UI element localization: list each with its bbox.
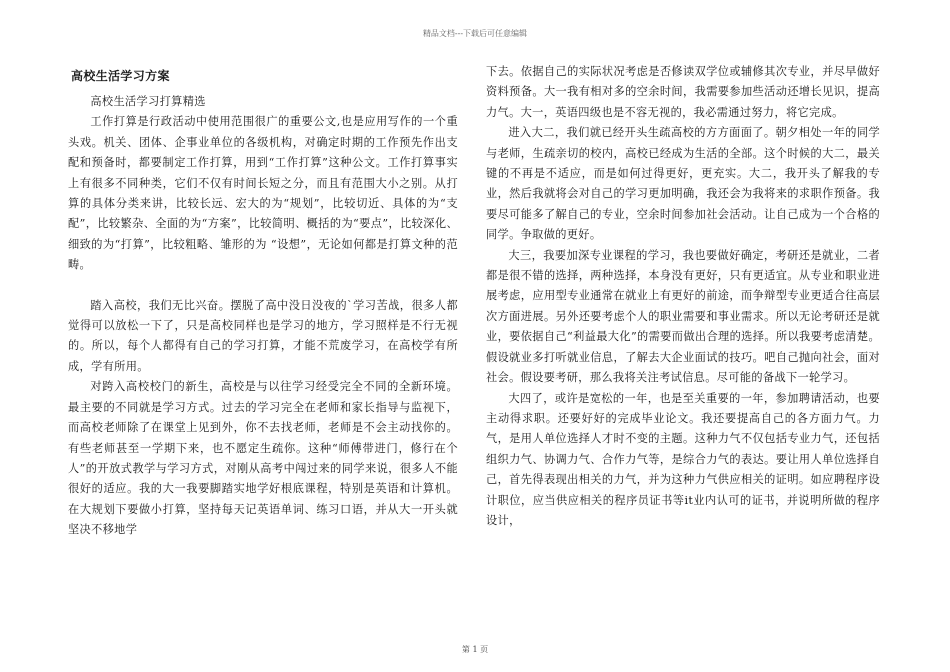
paragraph: 大三，我要加深专业课程的学习，我也要做好确定，考研还是就业，二者都是很不错的选择，两种选择，本身没有更好，只有更适宜。从专业和职业进展考虑，应用型专业通常在就业上有更好的前途，而争辩型专业更适合往高层次方面进展。另外还要考虑个人的职业需要和事业需求。所以无论考研还是就业，要依据自己“利益最大化”的需要而做出合理的选择。所以我要考虑清楚。假设就业多打听就业信息，了解去大企业面试的技巧。吧自己抛向社会，面对社会。假设要考研，那么我将关注考试信息。尽可能的备战下一轮学习。 <box>486 248 880 385</box>
right-column <box>486 62 880 531</box>
left-column <box>68 62 458 541</box>
paragraph: 对跨入高校校门的新生，高校是与以往学习经受完全不同的全新环境。最主要的不同就是学习方式。过去的学习完全在老师和家长指导与监视下，而高校老师除了在课堂上见到外，你不去找老师，老师是不会主动找你的。有些老师甚至一学期下来，也不愿定生疏你。这种“师傅带进门，修行在个人”的开放式教学与学习方式，对刚从高考中闯过来的同学来说，很多人不能很好的适应。我的大一我要脚踏实地学好根底课程，特别是英语和计算机。在大规划下要做小打算，坚持每天记英语单词、练习口语，并从大一开头就坚决不移地学 <box>68 380 458 537</box>
paragraph: 大四了，或许是宽松的一年，也是至关重要的一年，参加聘请活动，也要主动得求职。还要好好的完成毕业论文。我还要提高自己的各方面力气。力气，是用人单位选择人才时不变的主题。这种力气不仅包括专业力气，还包括组织力气、协调力气、合作力气等，是综合力气的表达。要让用人单位选择自己，首先得表现出相关的力气，并为这种力气供应相关的证明。如应聘程序设计职位，应当供应相关的程序员证书等it业内认可的证书，并说明所做的程序设计， <box>486 391 880 527</box>
paragraph-gap <box>68 276 458 296</box>
page-number: 第 1 页 <box>461 645 489 654</box>
paragraph: 进入大二，我们就已经开头生疏高校的方方面面了。朝夕相处一年的同学与老师，生疏亲切的校内，高校已经成为生活的全部。这个时候的大二，最关键的不再是不适应，而是如何过得更好，更充实。大二，我开头了解我的专业，然后我就将会对自己的学习更加明确，我还会为我将来的求职作预备。我要尽可能多了解自己的专业，空余时间参加社会活动。让自己成为一个合格的同学。争取做的更好。 <box>486 126 880 242</box>
page-header: 精品文档---下载后可任意编辑 <box>422 29 528 38</box>
paragraph: 工作打算是行政活动中使用范围很广的重要公文,也是应用写作的一个重头戏。机关、团体、企事业单位的各级机构，对确定时期的工作预先作出支配和预备时，都要制定工作打算，用到“工作打算”这种公文。工作打算事实上有很多不同种类，它们不仅有时间长短之分，而且有范围大小之别。从打算的具体分类来讲，比较长远、宏大的为“规划”，比较切近、具体的为“支配”，比较繁杂、全面的为“方案”，比较简明、概括的为“要点”，比较深化、细致的为“打算”，比较粗略、雏形的为 “设想”，无论如何都是打算文种的范畴。 <box>68 115 458 272</box>
paragraph-continued: 下去。依据自己的实际状况考虑是否修读双学位或辅修其次专业，并尽早做好资料预备。大一我有相对多的空余时间，我需要参加些活动还增长见识，提高力气。大一，英语四级也是不容无视的，我必需通过努力，将它完成。 <box>486 65 880 119</box>
document-title: 高校生活学习方案 <box>71 69 170 83</box>
paragraph: 踏入高校，我们无比兴奋。摆脱了高中没日没夜的`学习苦战，很多人都觉得可以放松一下了，只是高校同样也是学习的地方，学习照样是不行无视的。所以，每个人都得有自己的学习打算，才能不荒废学习，在高校学有所成，学有所用。 <box>68 298 458 373</box>
subtitle: 高校生活学习打算精选 <box>90 95 206 108</box>
